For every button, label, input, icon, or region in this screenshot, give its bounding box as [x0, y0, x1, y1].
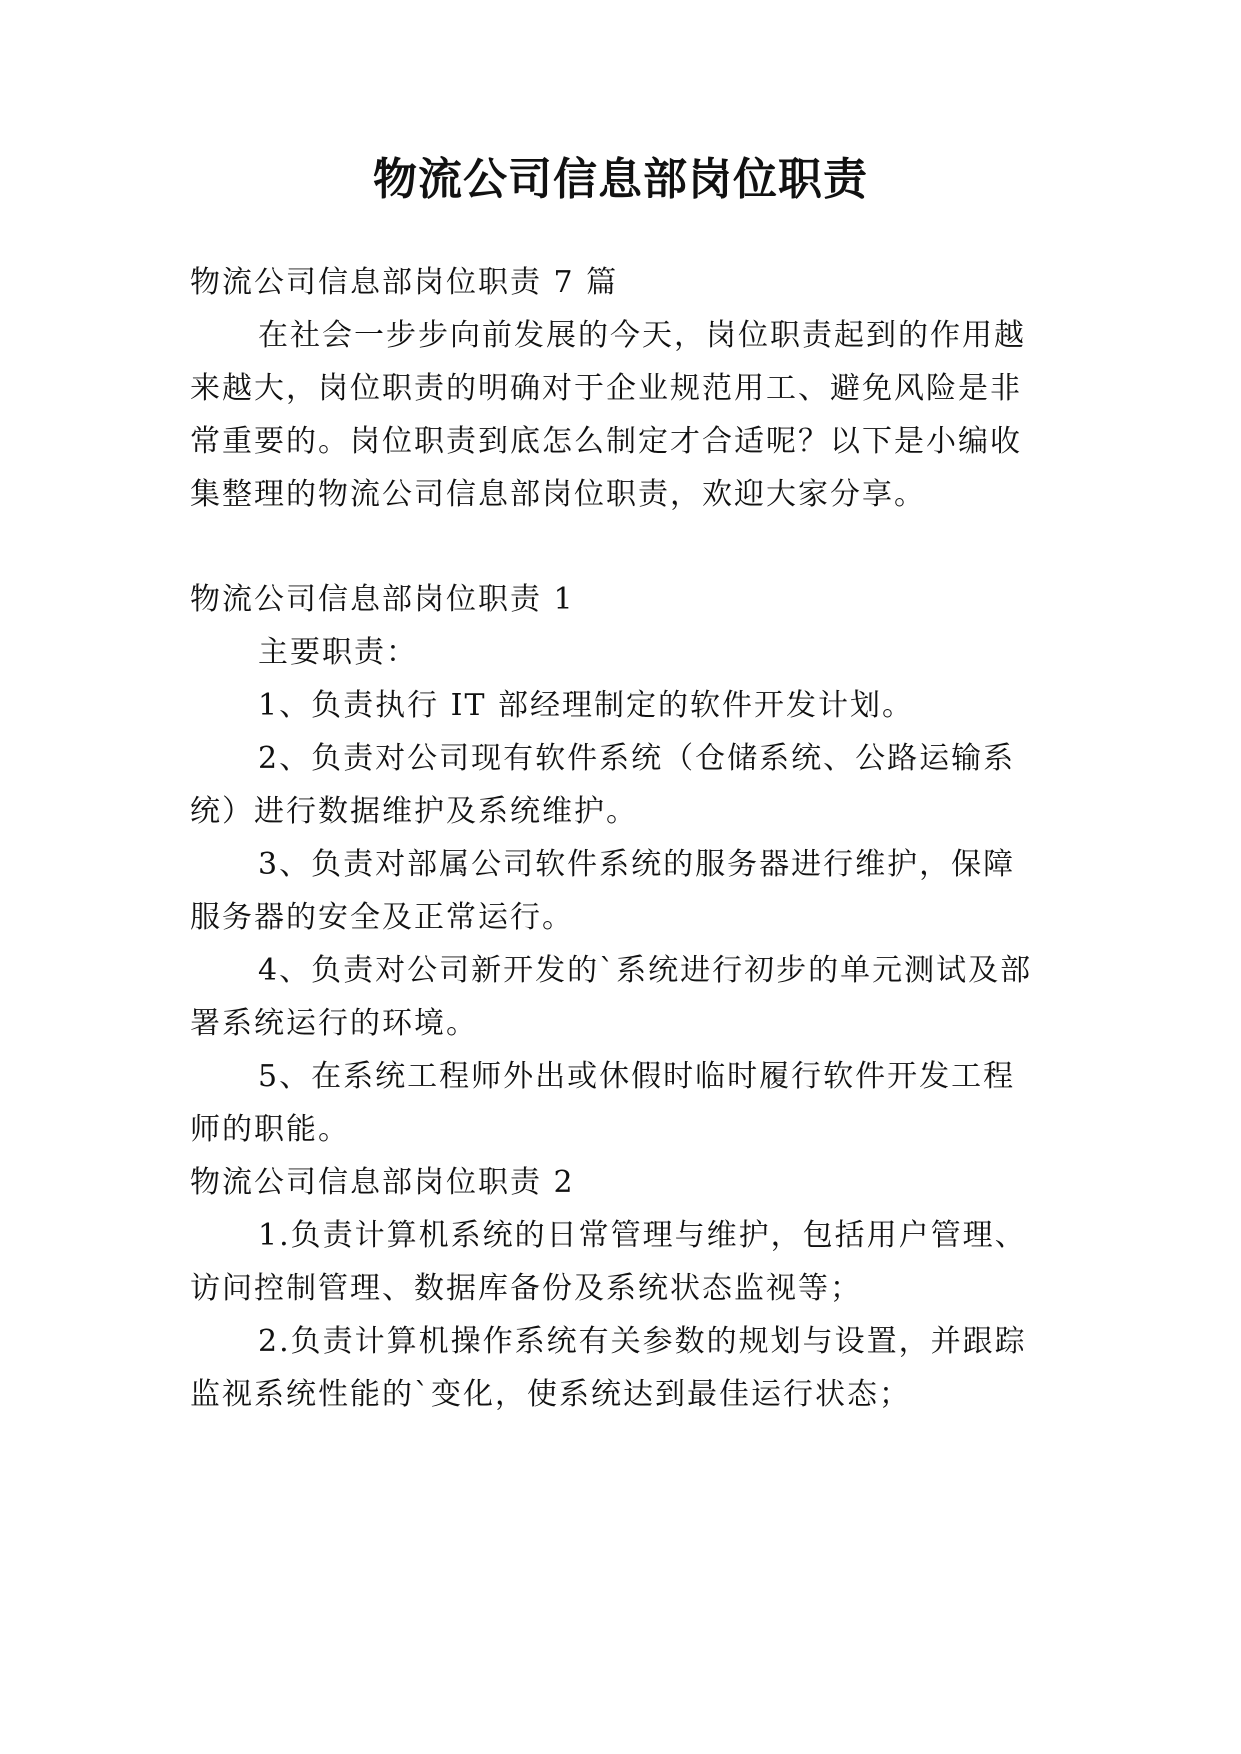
section-1-line: 3、负责对部属公司软件系统的服务器进行维护，保障 [258, 847, 1016, 882]
section-heading-2: 物流公司信息部岗位职责 2 [190, 1165, 575, 1200]
intro-paragraph-line: 常重要的。岗位职责到底怎么制定才合适呢？以下是小编收 [190, 424, 1022, 459]
section-heading-1: 物流公司信息部岗位职责 1 [190, 582, 575, 617]
section-1-line: 4、负责对公司新开发的`系统进行初步的单元测试及部 [258, 953, 1033, 988]
section-1-line: 统）进行数据维护及系统维护。 [190, 794, 638, 829]
section-2-line: 访问控制管理、数据库备份及系统状态监视等； [190, 1271, 862, 1306]
section-1-line: 2、负责对公司现有软件系统（仓储系统、公路运输系 [258, 741, 1016, 776]
section-1-line: 主要职责： [258, 635, 418, 670]
section-1-line: 1、负责执行 IT 部经理制定的软件开发计划。 [258, 688, 915, 723]
section-1-line: 服务器的安全及正常运行。 [190, 900, 574, 935]
section-2-line: 1.负责计算机系统的日常管理与维护，包括用户管理、 [258, 1218, 1027, 1253]
section-1-line: 5、在系统工程师外出或休假时临时履行软件开发工程 [258, 1059, 1016, 1094]
intro-paragraph-line: 在社会一步步向前发展的今天，岗位职责起到的作用越 [258, 318, 1026, 353]
intro-paragraph-line: 集整理的物流公司信息部岗位职责，欢迎大家分享。 [190, 477, 926, 512]
section-1-line: 署系统运行的环境。 [190, 1006, 478, 1041]
document-title: 物流公司信息部岗位职责 [373, 154, 868, 205]
section-1-line: 师的职能。 [190, 1112, 350, 1147]
article-subtitle: 物流公司信息部岗位职责 7 篇 [190, 265, 619, 300]
intro-paragraph-line: 来越大，岗位职责的明确对于企业规范用工、避免风险是非 [190, 371, 1022, 406]
section-2-line: 监视系统性能的`变化，使系统达到最佳运行状态； [190, 1377, 911, 1412]
section-2-line: 2.负责计算机操作系统有关参数的规划与设置，并跟踪 [258, 1324, 1027, 1359]
